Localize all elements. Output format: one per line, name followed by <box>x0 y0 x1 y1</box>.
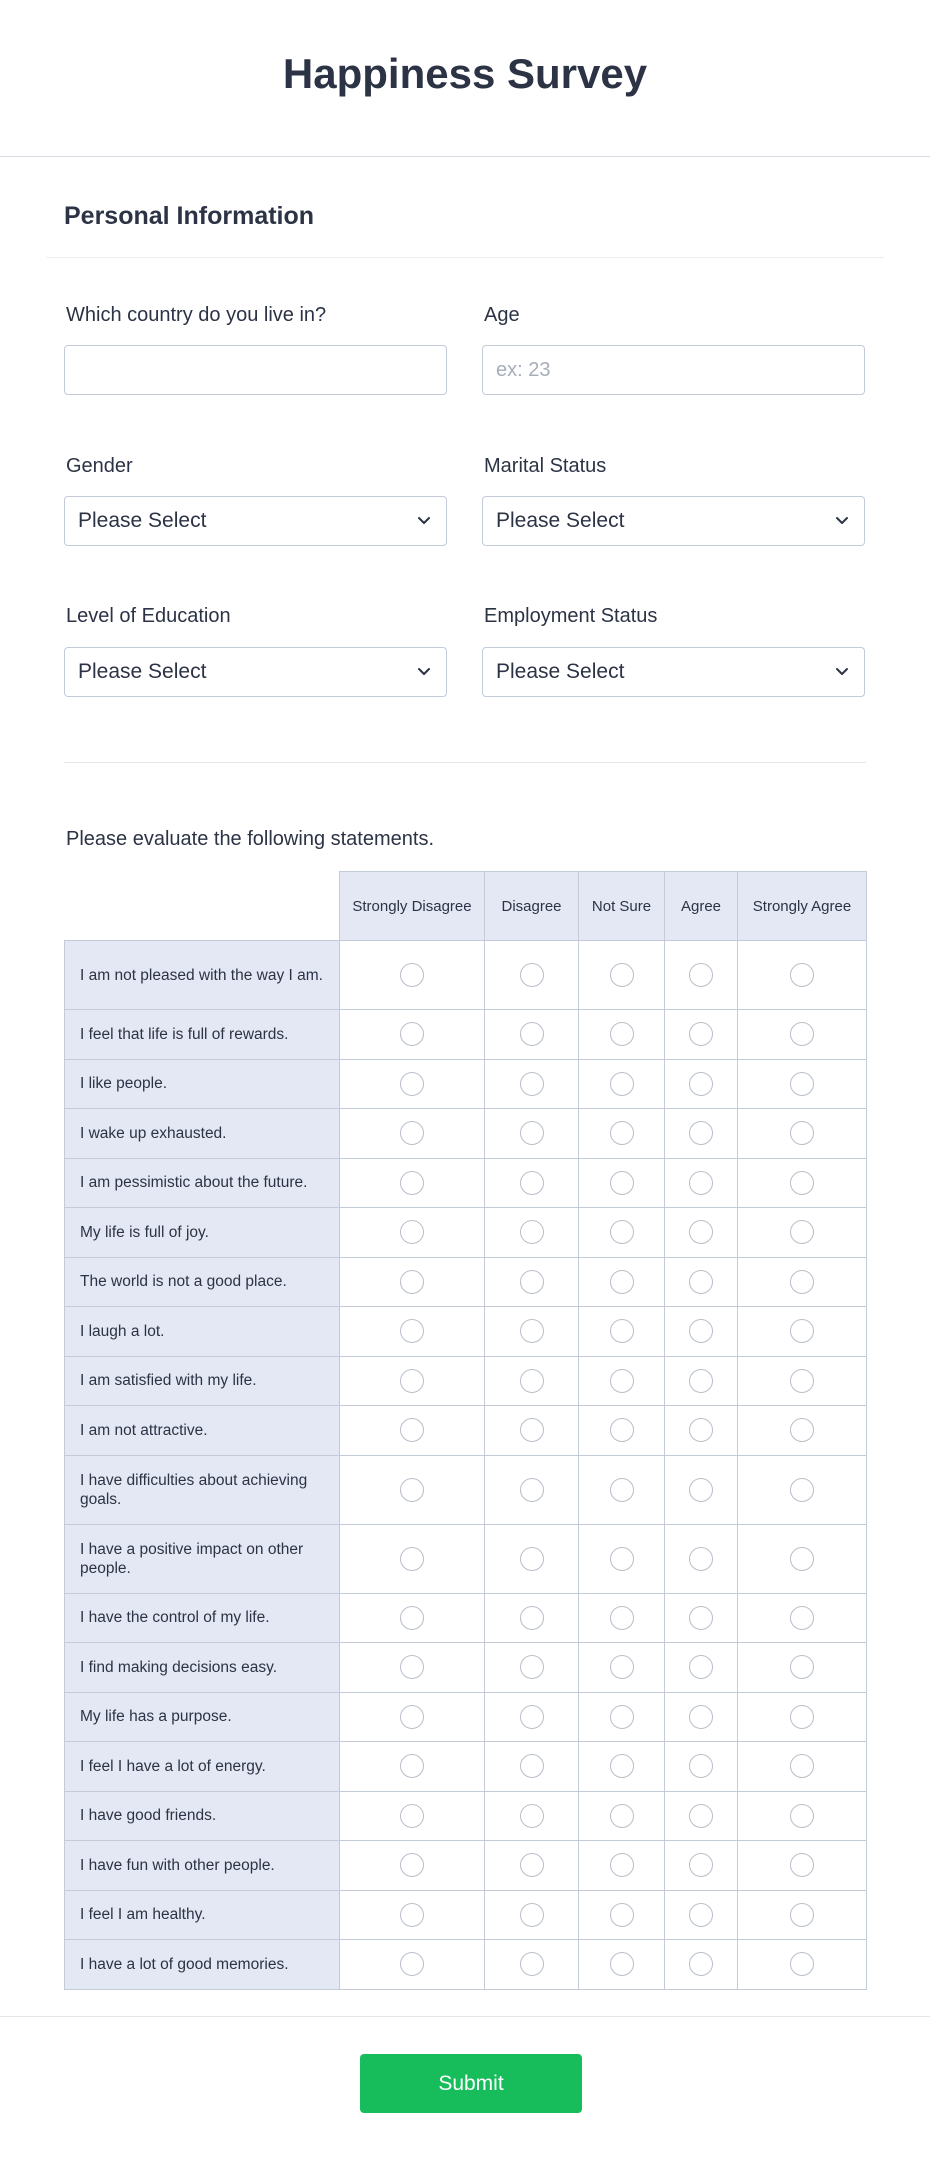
radio-button[interactable] <box>790 1220 814 1244</box>
matrix-cell <box>340 1643 485 1693</box>
radio-button[interactable] <box>790 1853 814 1877</box>
radio-button[interactable] <box>520 1369 544 1393</box>
form-title: Happiness Survey <box>282 50 648 97</box>
matrix-cell <box>738 1059 867 1109</box>
radio-button[interactable] <box>520 1319 544 1343</box>
radio-button[interactable] <box>610 1171 634 1195</box>
matrix-cell <box>738 1257 867 1307</box>
radio-button[interactable] <box>520 1022 544 1046</box>
matrix-cell <box>738 941 867 1010</box>
radio-button[interactable] <box>689 1220 713 1244</box>
radio-button[interactable] <box>610 1121 634 1145</box>
matrix-row-label: I am not attractive. <box>65 1406 340 1456</box>
matrix-cell <box>738 1890 867 1940</box>
radio-button[interactable] <box>610 1418 634 1442</box>
matrix-cell <box>340 941 485 1010</box>
matrix-cell <box>665 1158 738 1208</box>
radio-button[interactable] <box>689 1754 713 1778</box>
radio-button[interactable] <box>689 1853 713 1877</box>
matrix-column-header: Strongly Agree <box>738 872 867 941</box>
matrix-cell <box>738 1010 867 1060</box>
matrix-cell <box>340 1307 485 1357</box>
matrix-cell <box>738 1307 867 1357</box>
radio-button[interactable] <box>610 1369 634 1393</box>
matrix-row <box>65 1841 867 1891</box>
radio-button[interactable] <box>689 1804 713 1828</box>
matrix-cell <box>665 1455 738 1524</box>
radio-button[interactable] <box>520 1705 544 1729</box>
matrix-cell <box>665 1208 738 1258</box>
radio-button[interactable] <box>790 963 814 987</box>
matrix-cell <box>340 1841 485 1891</box>
matrix-row <box>65 1742 867 1792</box>
education-label: Level of Education <box>66 605 231 627</box>
radio-button[interactable] <box>610 1952 634 1976</box>
radio-button[interactable] <box>400 1369 424 1393</box>
matrix-cell <box>738 1742 867 1792</box>
radio-button[interactable] <box>400 1606 424 1630</box>
radio-button[interactable] <box>689 1903 713 1927</box>
matrix-cell <box>340 1406 485 1456</box>
radio-button[interactable] <box>610 1270 634 1294</box>
matrix-row <box>65 1010 867 1060</box>
matrix-row <box>65 1890 867 1940</box>
employment-select-value: Please Select <box>496 660 625 683</box>
matrix-header-row <box>65 872 867 941</box>
matrix-cell <box>485 1692 579 1742</box>
matrix-row <box>65 1158 867 1208</box>
matrix-cell <box>340 1010 485 1060</box>
radio-button[interactable] <box>689 1319 713 1343</box>
gender-select[interactable] <box>64 496 447 546</box>
matrix-cell <box>485 1257 579 1307</box>
matrix-row-label: My life is full of joy. <box>65 1208 340 1258</box>
radio-button[interactable] <box>520 1121 544 1145</box>
radio-button[interactable] <box>689 1171 713 1195</box>
section-title: Personal Information <box>64 202 315 230</box>
radio-button[interactable] <box>610 1319 634 1343</box>
radio-button[interactable] <box>610 1655 634 1679</box>
radio-button[interactable] <box>790 1705 814 1729</box>
matrix-cell <box>485 1109 579 1159</box>
matrix-cell <box>579 1841 665 1891</box>
matrix-row-label: I have a positive impact on other people. <box>65 1524 340 1593</box>
radio-button[interactable] <box>400 1903 424 1927</box>
matrix-cell <box>485 1791 579 1841</box>
matrix-cell <box>665 941 738 1010</box>
matrix-row <box>65 1208 867 1258</box>
matrix-row-label: I have difficulties about achieving goals. <box>65 1455 340 1524</box>
country-field-box <box>64 345 447 395</box>
footer-divider <box>0 2016 930 2017</box>
matrix-cell <box>738 1455 867 1524</box>
radio-button[interactable] <box>520 1754 544 1778</box>
marital-status-select[interactable] <box>482 496 865 546</box>
matrix-cell <box>665 1257 738 1307</box>
matrix-cell <box>579 1109 665 1159</box>
matrix-cell <box>665 1109 738 1159</box>
matrix-cell <box>485 1356 579 1406</box>
matrix-cell <box>665 1692 738 1742</box>
radio-button[interactable] <box>689 963 713 987</box>
matrix-cell <box>665 1307 738 1357</box>
age-label: Age <box>484 304 520 326</box>
matrix-cell <box>340 1593 485 1643</box>
age-field-box <box>482 345 865 395</box>
radio-button[interactable] <box>790 1369 814 1393</box>
radio-button[interactable] <box>400 1655 424 1679</box>
matrix-cell <box>579 1307 665 1357</box>
matrix-row-label: I feel I have a lot of energy. <box>65 1742 340 1792</box>
radio-button[interactable] <box>689 1270 713 1294</box>
radio-button[interactable] <box>610 1547 634 1571</box>
radio-button[interactable] <box>520 1547 544 1571</box>
chevron-down-icon <box>415 662 433 680</box>
matrix-cell <box>665 1742 738 1792</box>
gender-label: Gender <box>66 455 133 477</box>
matrix-column-header: Agree <box>665 872 738 941</box>
radio-button[interactable] <box>610 1903 634 1927</box>
chevron-down-icon <box>415 511 433 529</box>
radio-button[interactable] <box>400 1952 424 1976</box>
matrix-row <box>65 1406 867 1456</box>
radio-button[interactable] <box>400 1853 424 1877</box>
matrix-cell <box>485 1406 579 1456</box>
matrix-cell <box>485 1455 579 1524</box>
matrix-cell <box>340 1356 485 1406</box>
matrix-cell <box>579 1208 665 1258</box>
matrix-cell <box>485 1158 579 1208</box>
radio-button[interactable] <box>520 963 544 987</box>
radio-button[interactable] <box>689 1705 713 1729</box>
matrix-cell <box>738 1593 867 1643</box>
matrix-row <box>65 1257 867 1307</box>
matrix-cell <box>340 1940 485 1990</box>
matrix-cell <box>738 1692 867 1742</box>
matrix-cell <box>579 1643 665 1693</box>
matrix-cell <box>579 1406 665 1456</box>
matrix-cell <box>665 1593 738 1643</box>
radio-button[interactable] <box>400 1804 424 1828</box>
radio-button[interactable] <box>610 1606 634 1630</box>
radio-button[interactable] <box>520 1478 544 1502</box>
matrix-cell <box>665 1841 738 1891</box>
radio-button[interactable] <box>520 1220 544 1244</box>
radio-button[interactable] <box>610 1853 634 1877</box>
radio-button[interactable] <box>790 1655 814 1679</box>
matrix-row <box>65 1059 867 1109</box>
radio-button[interactable] <box>689 1606 713 1630</box>
matrix-cell <box>340 1208 485 1258</box>
matrix-cell <box>738 1356 867 1406</box>
radio-button[interactable] <box>689 1369 713 1393</box>
matrix-row-label: I laugh a lot. <box>65 1307 340 1357</box>
education-select-value: Please Select <box>78 660 207 683</box>
employment-select[interactable] <box>482 647 865 697</box>
matrix-cell <box>579 1742 665 1792</box>
matrix-cell <box>579 1890 665 1940</box>
radio-button[interactable] <box>689 1072 713 1096</box>
radio-button[interactable] <box>790 1478 814 1502</box>
radio-button[interactable] <box>689 1121 713 1145</box>
matrix-cell <box>738 1791 867 1841</box>
matrix-cell <box>579 1455 665 1524</box>
matrix-row <box>65 1940 867 1990</box>
matrix-cell <box>579 1692 665 1742</box>
radio-button[interactable] <box>400 1478 424 1502</box>
matrix-cell <box>665 1406 738 1456</box>
radio-button[interactable] <box>610 1478 634 1502</box>
radio-button[interactable] <box>520 1418 544 1442</box>
radio-button[interactable] <box>790 1754 814 1778</box>
matrix-cell <box>485 1593 579 1643</box>
matrix-cell <box>340 1158 485 1208</box>
matrix-row-label: I have good friends. <box>65 1791 340 1841</box>
matrix-cell <box>665 1059 738 1109</box>
radio-button[interactable] <box>520 1072 544 1096</box>
form-header <box>0 0 930 157</box>
matrix-cell <box>579 1593 665 1643</box>
matrix-cell <box>738 1524 867 1593</box>
radio-button[interactable] <box>520 1171 544 1195</box>
matrix-cell <box>485 1307 579 1357</box>
matrix-cell <box>665 1524 738 1593</box>
radio-button[interactable] <box>610 1220 634 1244</box>
matrix-cell <box>485 1841 579 1891</box>
radio-button[interactable] <box>610 1705 634 1729</box>
matrix-cell <box>485 1059 579 1109</box>
radio-button[interactable] <box>689 1478 713 1502</box>
matrix-cell <box>579 1010 665 1060</box>
matrix-table <box>64 871 867 1990</box>
matrix-question: Please evaluate the following statements. <box>66 828 434 850</box>
matrix-cell <box>340 1890 485 1940</box>
matrix-cell <box>340 1524 485 1593</box>
matrix-cell <box>738 1109 867 1159</box>
matrix-row <box>65 1356 867 1406</box>
matrix-cell <box>738 1406 867 1456</box>
matrix-cell <box>579 1791 665 1841</box>
matrix-cell <box>579 1257 665 1307</box>
matrix-row-label: I feel I am healthy. <box>65 1890 340 1940</box>
matrix-corner <box>65 872 340 941</box>
radio-button[interactable] <box>400 1220 424 1244</box>
matrix-cell <box>738 1643 867 1693</box>
matrix-row-label: I am satisfied with my life. <box>65 1356 340 1406</box>
matrix-row <box>65 1307 867 1357</box>
matrix-row-label: I am not pleased with the way I am. <box>65 941 340 1010</box>
radio-button[interactable] <box>689 1418 713 1442</box>
radio-button[interactable] <box>520 1270 544 1294</box>
age-input[interactable] <box>483 346 864 394</box>
matrix-cell <box>340 1692 485 1742</box>
radio-button[interactable] <box>520 1903 544 1927</box>
radio-button[interactable] <box>520 1655 544 1679</box>
radio-button[interactable] <box>610 963 634 987</box>
matrix-cell <box>738 1841 867 1891</box>
employment-label: Employment Status <box>484 605 658 627</box>
radio-button[interactable] <box>790 1547 814 1571</box>
radio-button[interactable] <box>689 1952 713 1976</box>
matrix-row <box>65 1109 867 1159</box>
chevron-down-icon <box>833 511 851 529</box>
matrix-row <box>65 1643 867 1693</box>
radio-button[interactable] <box>790 1903 814 1927</box>
radio-button[interactable] <box>400 1121 424 1145</box>
matrix-row-label: I feel that life is full of rewards. <box>65 1010 340 1060</box>
matrix-cell <box>738 1208 867 1258</box>
radio-button[interactable] <box>689 1022 713 1046</box>
radio-button[interactable] <box>790 1418 814 1442</box>
education-select[interactable] <box>64 647 447 697</box>
radio-button[interactable] <box>520 1853 544 1877</box>
matrix-row <box>65 941 867 1010</box>
radio-button[interactable] <box>400 1072 424 1096</box>
matrix-row <box>65 1692 867 1742</box>
matrix-row <box>65 1593 867 1643</box>
matrix-row-label: The world is not a good place. <box>65 1257 340 1307</box>
chevron-down-icon <box>833 662 851 680</box>
matrix-cell <box>485 1742 579 1792</box>
section-divider <box>46 257 884 258</box>
matrix-cell <box>340 1742 485 1792</box>
matrix-cell <box>665 1890 738 1940</box>
radio-button[interactable] <box>400 1754 424 1778</box>
matrix-row-label: I like people. <box>65 1059 340 1109</box>
matrix-cell <box>485 1940 579 1990</box>
radio-button[interactable] <box>400 1270 424 1294</box>
matrix-row <box>65 1791 867 1841</box>
radio-button[interactable] <box>610 1022 634 1046</box>
form-divider <box>64 762 866 763</box>
radio-button[interactable] <box>689 1547 713 1571</box>
radio-button[interactable] <box>790 1952 814 1976</box>
matrix-row-label: My life has a purpose. <box>65 1692 340 1742</box>
matrix-cell <box>579 941 665 1010</box>
matrix-row-label: I have fun with other people. <box>65 1841 340 1891</box>
matrix-cell <box>665 1791 738 1841</box>
matrix-row-label: I have a lot of good memories. <box>65 1940 340 1990</box>
radio-button[interactable] <box>610 1072 634 1096</box>
marital-status-label: Marital Status <box>484 455 607 477</box>
radio-button[interactable] <box>790 1171 814 1195</box>
radio-button[interactable] <box>610 1754 634 1778</box>
matrix-cell <box>340 1059 485 1109</box>
matrix-cell <box>340 1109 485 1159</box>
matrix-cell <box>340 1455 485 1524</box>
matrix-cell <box>665 1010 738 1060</box>
radio-button[interactable] <box>790 1270 814 1294</box>
matrix-row-label: I find making decisions easy. <box>65 1643 340 1693</box>
matrix-cell <box>738 1158 867 1208</box>
radio-button[interactable] <box>400 1705 424 1729</box>
radio-button[interactable] <box>400 1418 424 1442</box>
matrix-cell <box>665 1643 738 1693</box>
radio-button[interactable] <box>400 963 424 987</box>
country-input[interactable] <box>65 346 446 394</box>
radio-button[interactable] <box>790 1072 814 1096</box>
matrix-cell <box>579 1940 665 1990</box>
matrix-row-label: I wake up exhausted. <box>65 1109 340 1159</box>
submit-button[interactable]: Submit <box>360 2054 582 2113</box>
radio-button[interactable] <box>790 1022 814 1046</box>
radio-button[interactable] <box>400 1319 424 1343</box>
matrix-cell <box>485 1643 579 1693</box>
matrix-column-header: Not Sure <box>579 872 665 941</box>
matrix-cell <box>340 1791 485 1841</box>
radio-button[interactable] <box>790 1606 814 1630</box>
matrix-cell <box>665 1356 738 1406</box>
matrix-cell <box>485 1010 579 1060</box>
matrix-cell <box>485 1890 579 1940</box>
matrix-row-label: I have the control of my life. <box>65 1593 340 1643</box>
radio-button[interactable] <box>400 1171 424 1195</box>
marital-status-select-value: Please Select <box>496 509 625 532</box>
radio-button[interactable] <box>520 1606 544 1630</box>
matrix-row <box>65 1524 867 1593</box>
radio-button[interactable] <box>790 1121 814 1145</box>
matrix-cell <box>579 1524 665 1593</box>
radio-button[interactable] <box>520 1952 544 1976</box>
radio-button[interactable] <box>610 1804 634 1828</box>
matrix-cell <box>665 1940 738 1990</box>
radio-button[interactable] <box>790 1319 814 1343</box>
matrix-cell <box>340 1257 485 1307</box>
country-label: Which country do you live in? <box>66 304 327 326</box>
matrix-cell <box>485 1524 579 1593</box>
matrix-cell <box>485 941 579 1010</box>
radio-button[interactable] <box>400 1547 424 1571</box>
radio-button[interactable] <box>689 1655 713 1679</box>
radio-button[interactable] <box>400 1022 424 1046</box>
radio-button[interactable] <box>520 1804 544 1828</box>
matrix-cell <box>579 1158 665 1208</box>
matrix-row-label: I am pessimistic about the future. <box>65 1158 340 1208</box>
radio-button[interactable] <box>790 1804 814 1828</box>
matrix-cell <box>738 1940 867 1990</box>
matrix-cell <box>485 1208 579 1258</box>
gender-select-value: Please Select <box>78 509 207 532</box>
matrix-cell <box>579 1059 665 1109</box>
matrix-row <box>65 1455 867 1524</box>
matrix-cell <box>579 1356 665 1406</box>
matrix-column-header: Disagree <box>485 872 579 941</box>
matrix-column-header: Strongly Disagree <box>340 872 485 941</box>
